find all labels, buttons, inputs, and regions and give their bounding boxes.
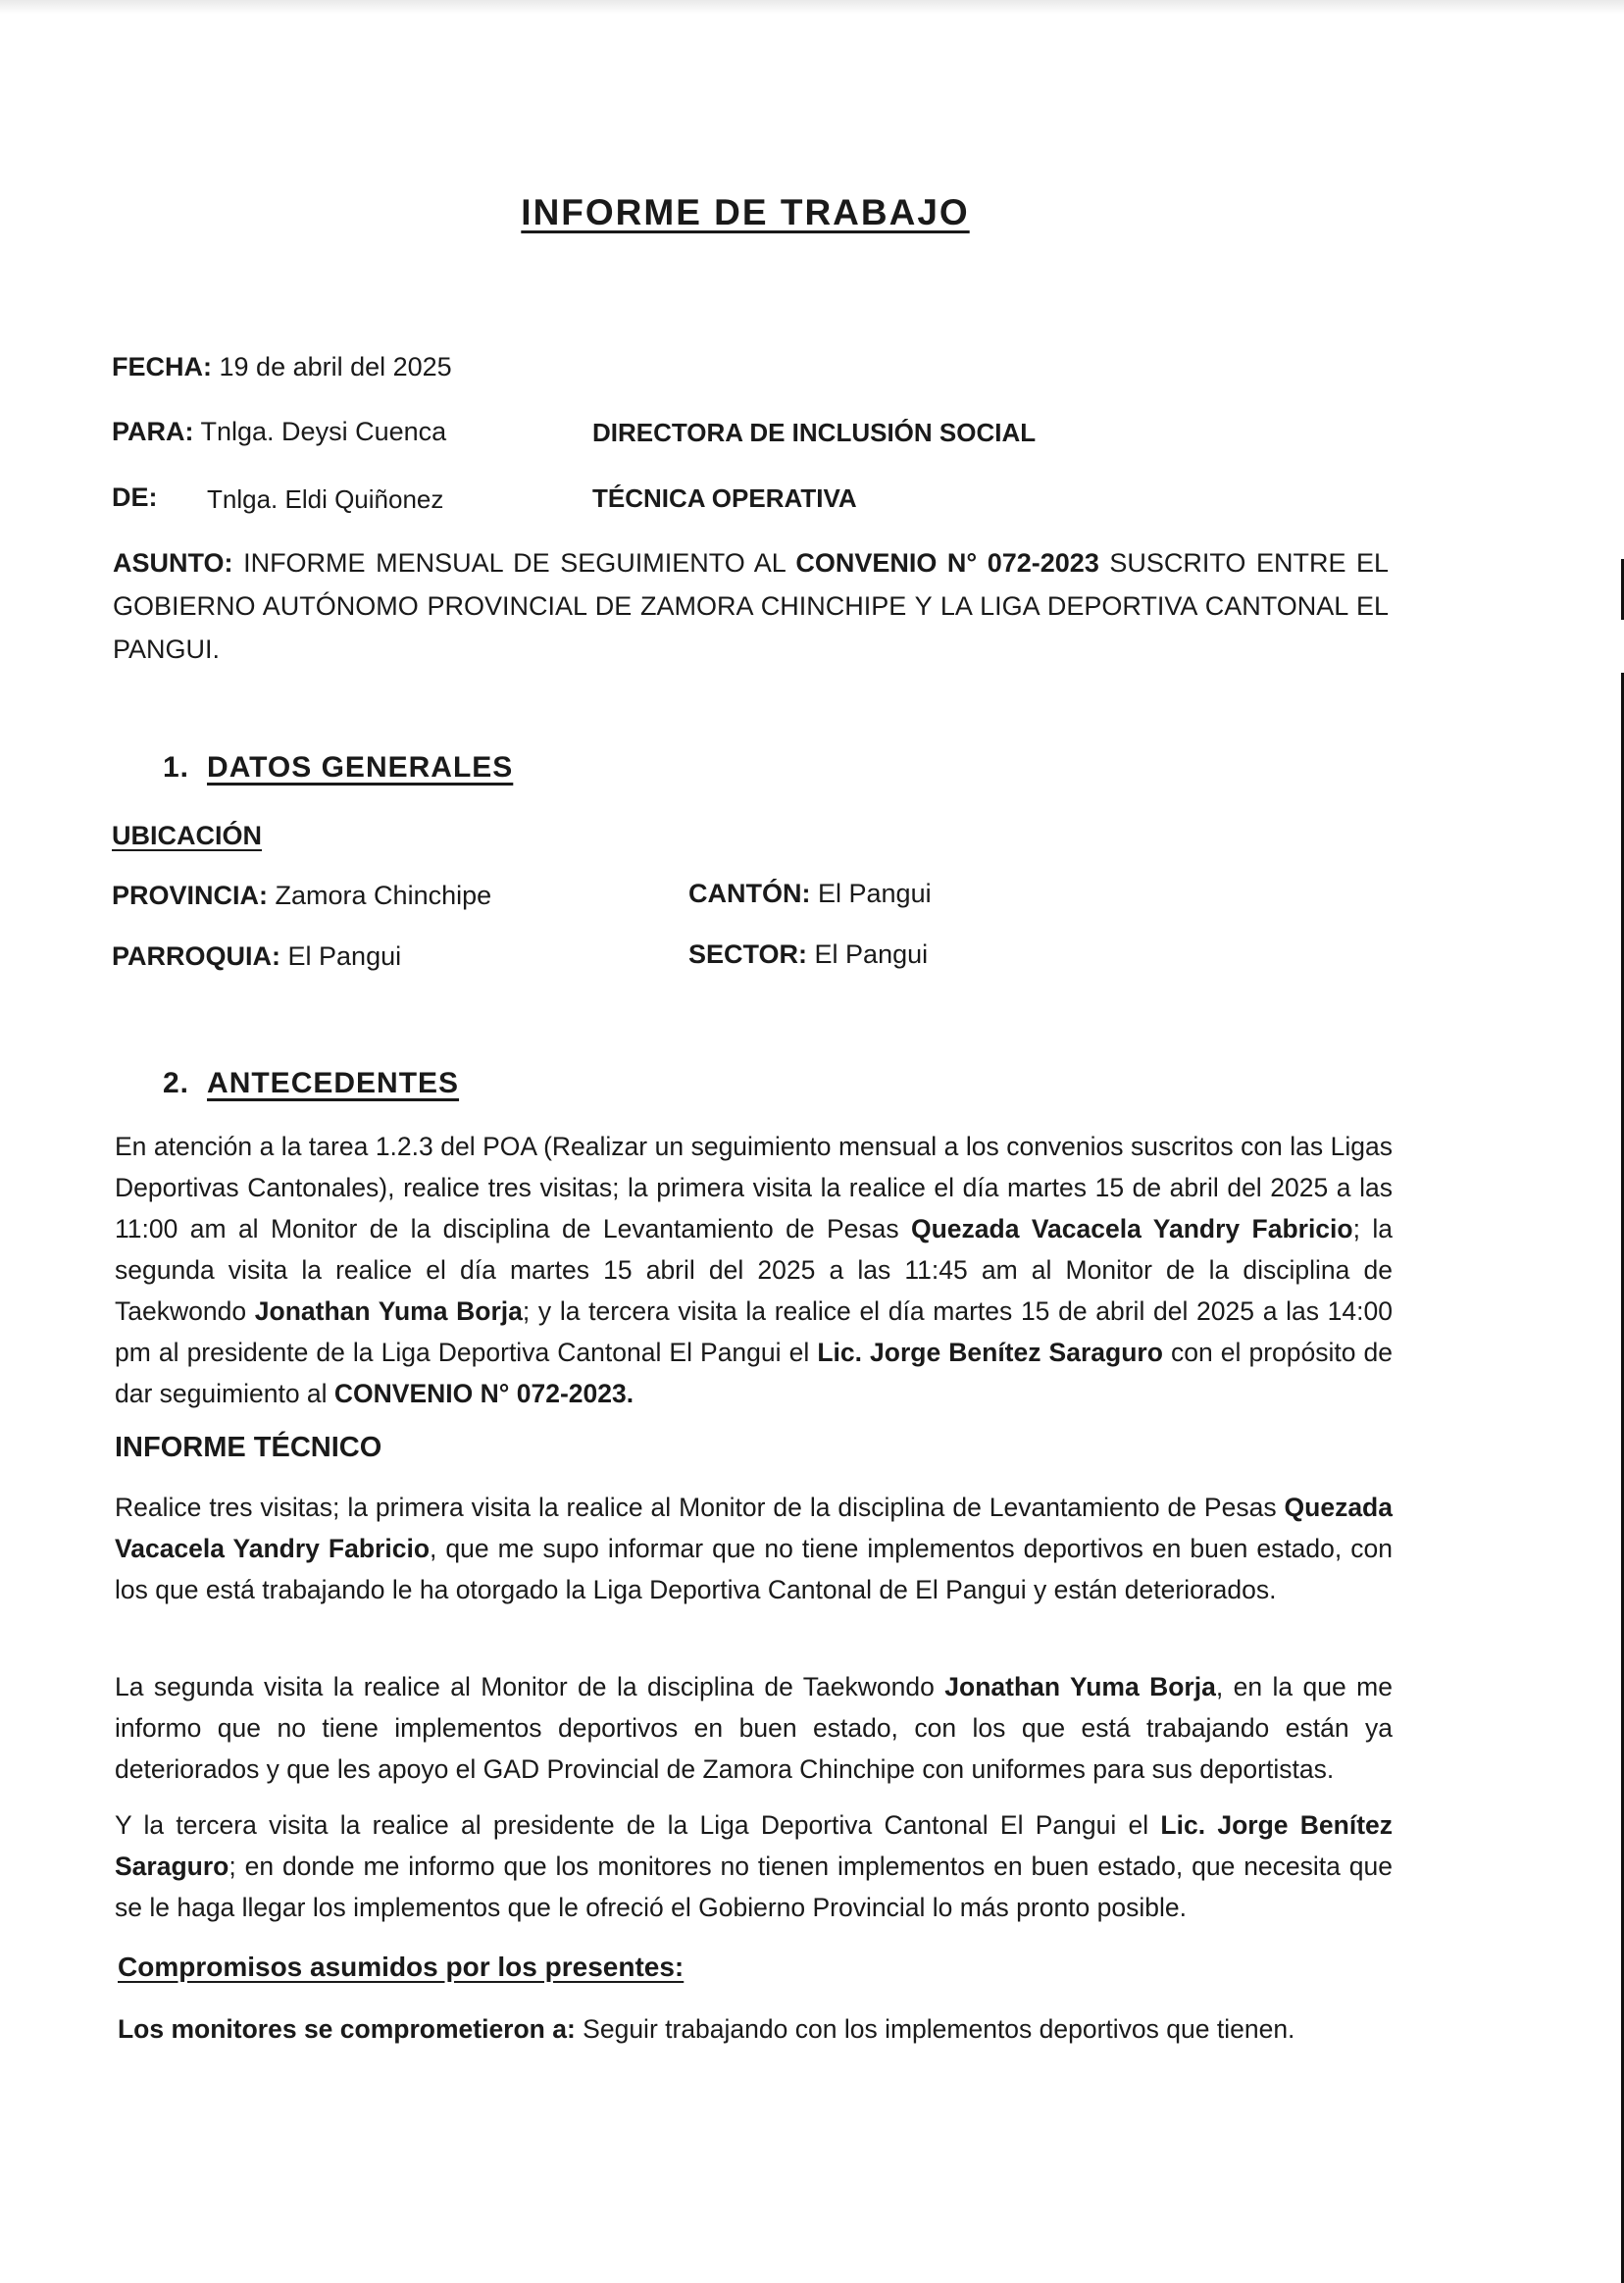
de-line: [112, 482, 158, 513]
de-label: DE:: [112, 482, 158, 512]
antecedentes-text: con el propósito de dar seguimiento al: [115, 1338, 1394, 1408]
canton-label: CANTÓN:: [688, 879, 811, 908]
fecha-line: [112, 352, 452, 382]
informe-text: La segunda visita la realice al Monitor de la disciplina de Taekwondo: [115, 1672, 935, 1701]
antecedentes-person: Lic. Jorge Benítez Saraguro: [817, 1338, 1163, 1367]
informe-person: Quezada Vacacela Yandry Fabricio: [115, 1493, 1393, 1563]
informe-paragraph-3: [115, 1804, 1393, 1928]
para-name: Tnlga. Deysi Cuenca: [200, 417, 447, 446]
informe-text: Y la tercera visita la realice al presidente de la Liga Deportiva Cantonal El Pangui el: [115, 1810, 1149, 1840]
compromisos-text: Seguir trabajando con los implementos deportivos que tienen.: [583, 2014, 1295, 2044]
antecedentes-paragraph: [115, 1126, 1393, 1414]
asunto-paragraph: [113, 541, 1389, 671]
informe-paragraph-2: [115, 1666, 1393, 1790]
section-1-heading: [163, 751, 513, 785]
parroquia-field: [112, 941, 401, 972]
sector-field: [688, 939, 928, 970]
asunto-text: INFORME MENSUAL DE SEGUIMIENTO AL: [243, 548, 786, 578]
de-role: TÉCNICA OPERATIVA: [592, 483, 857, 513]
para-role: DIRECTORA DE INCLUSIÓN SOCIAL: [592, 418, 1037, 447]
sector-label: SECTOR:: [688, 939, 808, 969]
fecha-label: FECHA:: [112, 352, 212, 381]
informe-text: ; en donde me informo que los monitores no tienen implementos en buen estado, que necesita que se le haga llegar los implementos que le ofreció el Gobierno Provincial lo más pronto posible.: [115, 1852, 1393, 1922]
de-name: Tnlga. Eldi Quiñonez: [207, 484, 444, 514]
section-1-number: 1.: [163, 751, 190, 784]
section-2-number: 2.: [163, 1067, 190, 1099]
para-label: PARA:: [112, 417, 194, 446]
informe-person: Lic. Jorge Benítez Saraguro: [115, 1810, 1394, 1881]
asunto-label: ASUNTO:: [113, 548, 233, 578]
parroquia-value: El Pangui: [287, 941, 402, 971]
informe-text: , que me supo informar que no tiene implementos deportivos en buen estado, con los que está trabajando le ha otorgado la Liga Deportiva Cantonal de El Pangui y están deteriorados.: [115, 1534, 1394, 1604]
informe-person: Jonathan Yuma Borja: [944, 1672, 1216, 1701]
sector-value: El Pangui: [814, 939, 929, 969]
para-line: [112, 417, 446, 447]
fecha-value: 19 de abril del 2025: [219, 352, 452, 381]
section-2-heading: [163, 1067, 459, 1100]
ubicacion-heading: UBICACIÓN: [112, 821, 262, 850]
antecedentes-person: Quezada Vacacela Yandry Fabricio: [911, 1214, 1353, 1243]
provincia-field: [112, 881, 491, 911]
antecedentes-person: Jonathan Yuma Borja: [254, 1296, 523, 1326]
provincia-value: Zamora Chinchipe: [275, 881, 492, 910]
informe-tecnico-heading: INFORME TÉCNICO: [115, 1432, 382, 1463]
informe-text: Realice tres visitas; la primera visita la realice al Monitor de la disciplina de Levantamiento de Pesas: [115, 1493, 1277, 1522]
document-title: INFORME DE TRABAJO: [521, 192, 970, 232]
compromisos-line: [118, 2014, 1294, 2045]
antecedentes-text: En atención a la tarea 1.2.3 del POA (Realizar un seguimiento mensual a los convenios suscritos con las Ligas Deportivas Cantonales), realice tres visitas; la primera visita la realice el día martes 15 de abril del 2025 a las 11:00 am al Monitor de la disciplina de Levantamiento de Pesas: [115, 1132, 1393, 1243]
provincia-label: PROVINCIA:: [112, 881, 269, 910]
informe-text: , en la que me informo que no tiene implementos deportivos en buen estado, con los que está trabajando están ya deteriorados y que les apoyo el GAD Provincial de Zamora Chinchipe con uniformes para sus deportistas.: [115, 1672, 1393, 1784]
compromisos-heading: Compromisos asumidos por los presentes:: [118, 1952, 685, 1982]
scan-top-shadow: [0, 0, 1624, 14]
section-1-title: DATOS GENERALES: [207, 751, 514, 784]
asunto-text-2: SUSCRITO ENTRE EL GOBIERNO AUTÓNOMO PROVINCIAL DE ZAMORA CHINCHIPE Y LA LIGA DEPORTIVA CANTONAL EL PANGUI.: [113, 548, 1390, 664]
compromisos-label: Los monitores se comprometieron a:: [118, 2014, 576, 2044]
informe-paragraph-1: [115, 1487, 1393, 1610]
parroquia-label: PARROQUIA:: [112, 941, 280, 971]
asunto-convenio: CONVENIO N° 072-2023: [795, 548, 1099, 578]
canton-value: El Pangui: [818, 879, 932, 908]
antecedentes-text: ; y la tercera visita la realice el día martes 15 de abril del 2025 a las 14:00 pm al presidente de la Liga Deportiva Cantonal El Pangui el: [115, 1296, 1393, 1367]
antecedentes-text: ; la segunda visita la realice el día martes 15 abril del 2025 a las 11:45 am al Monitor de la disciplina de Taekwondo: [115, 1214, 1393, 1326]
antecedentes-convenio: CONVENIO N° 072-2023.: [333, 1379, 634, 1408]
section-2-title: ANTECEDENTES: [207, 1067, 460, 1099]
canton-field: [688, 879, 932, 909]
